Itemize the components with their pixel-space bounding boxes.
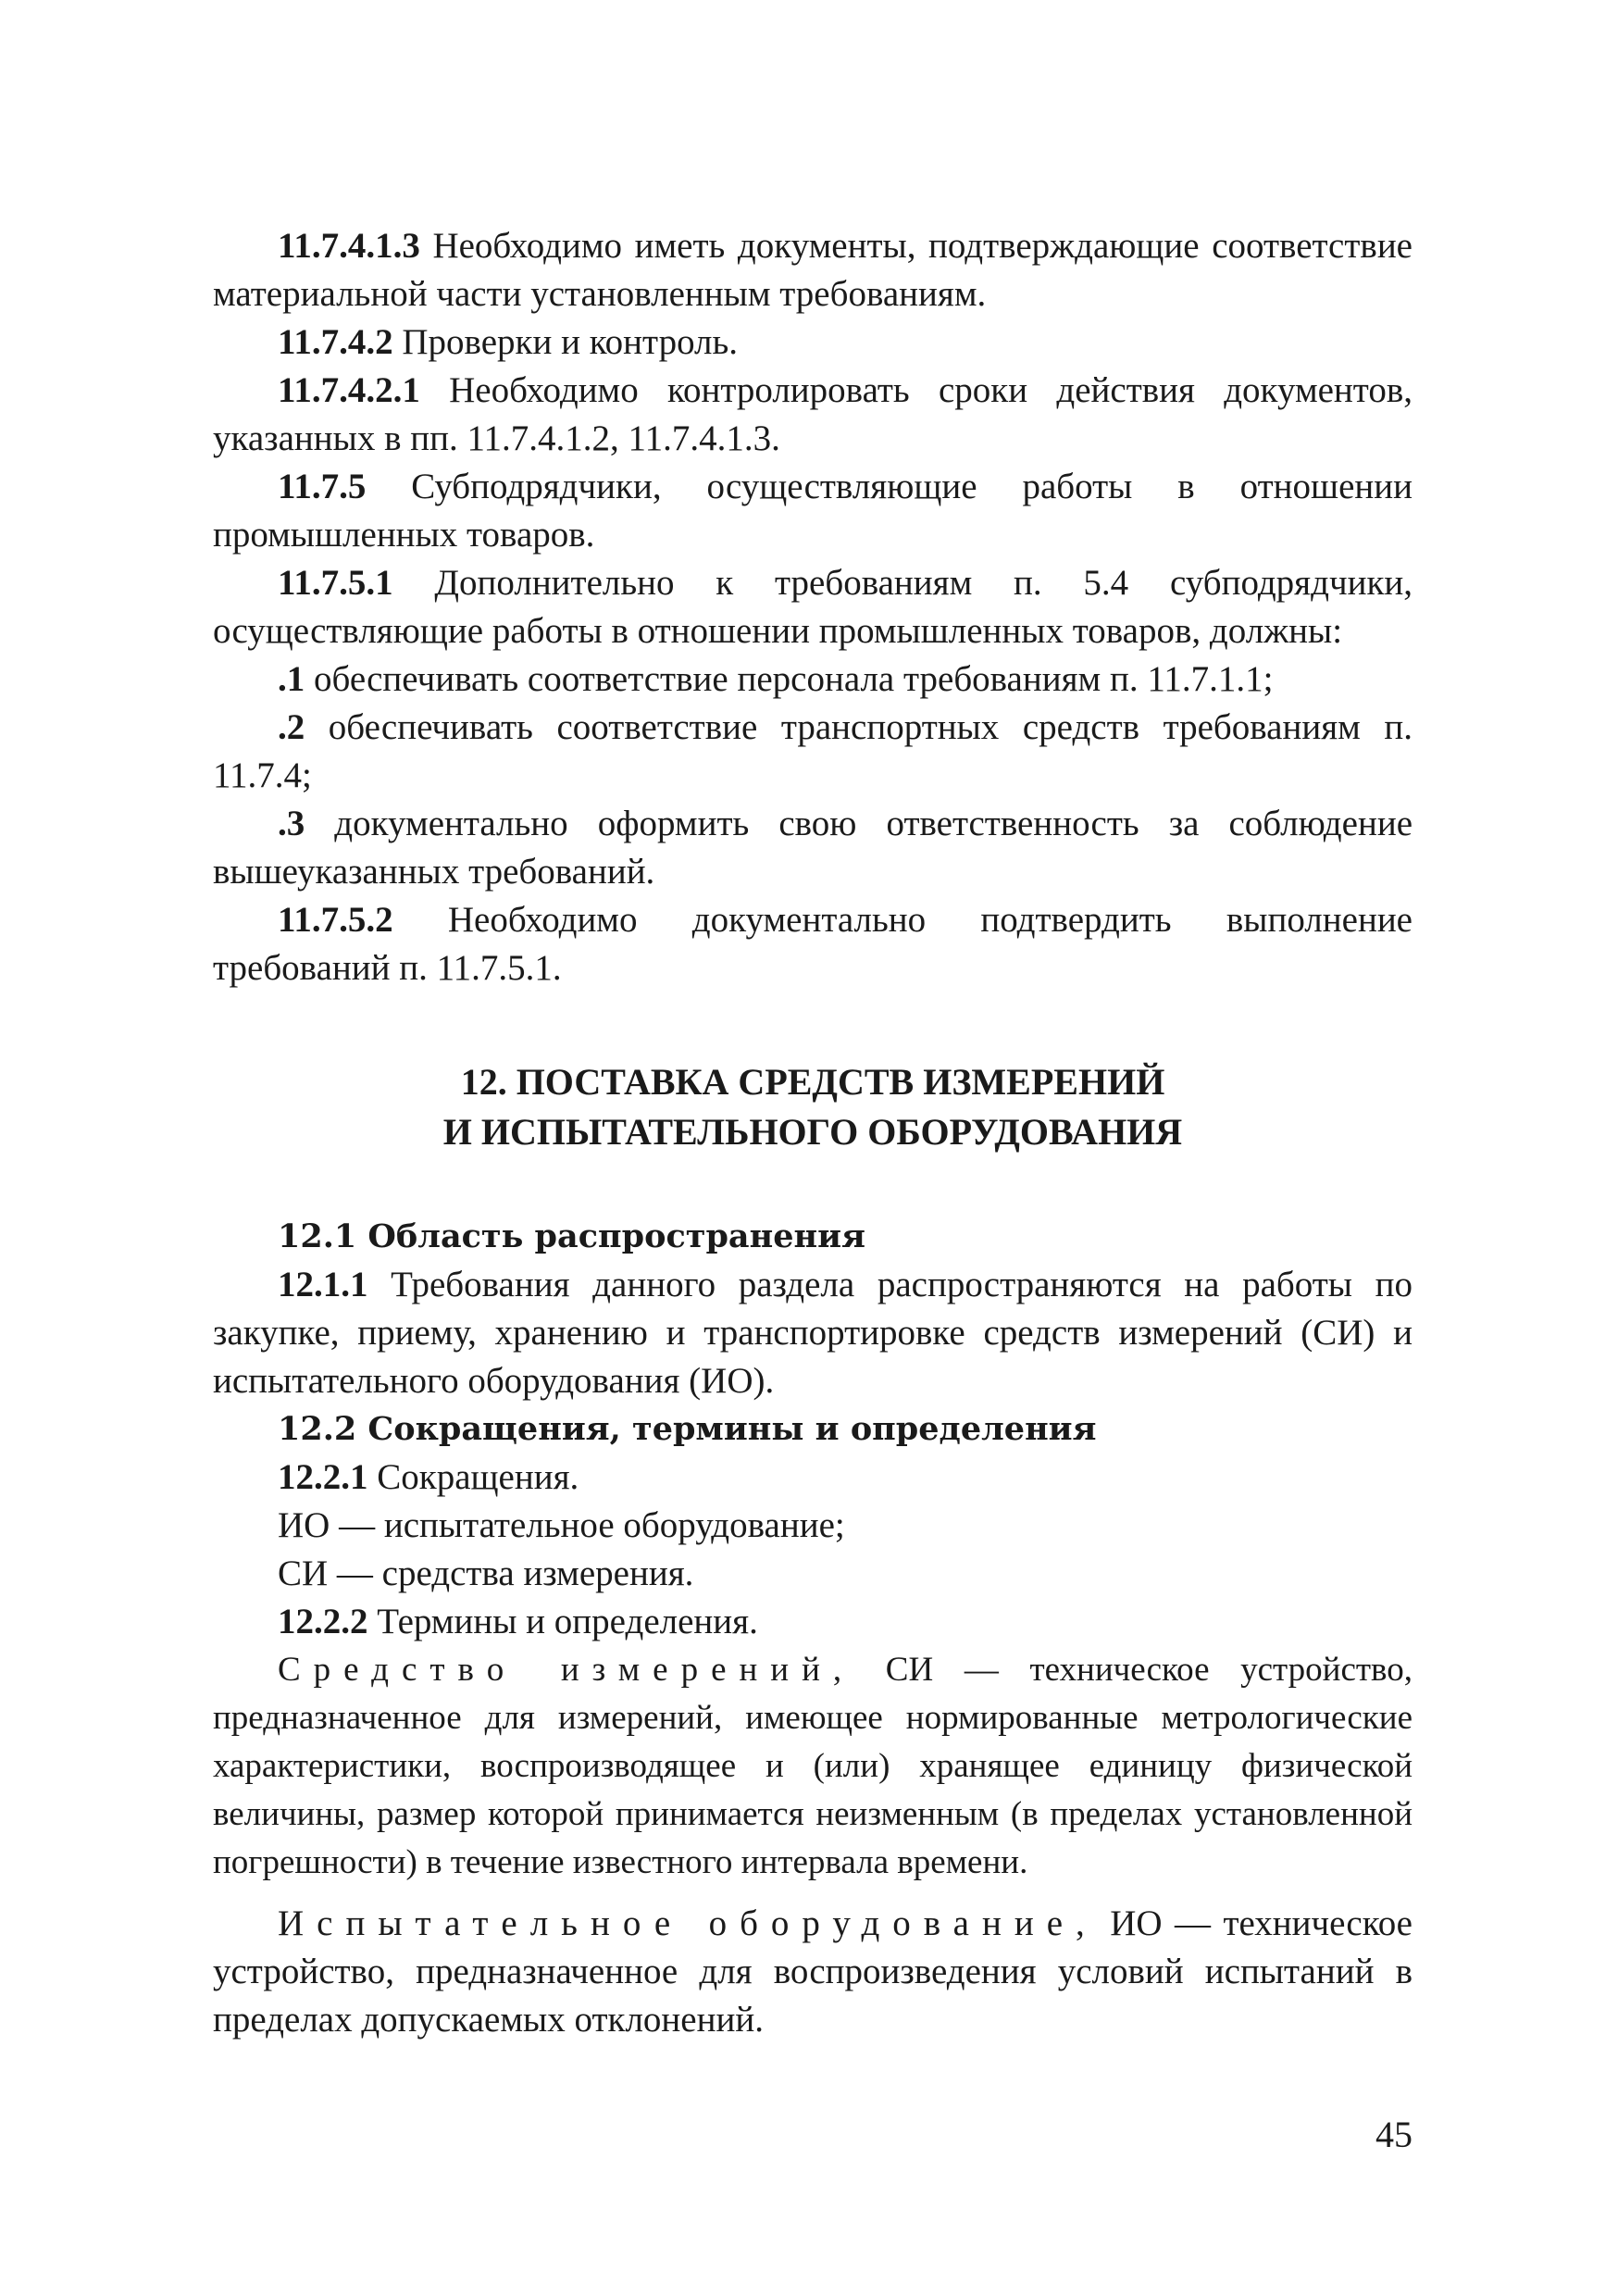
clause-number: 12.2.2: [278, 1602, 368, 1641]
definition-text: — техническое устройство, предназначенное для измерений, имеющее нормированные метрологические характеристики, воспроизводящее и (или) хранящее единицу физической величины, размер которой принимается неизменным (в пределах установленной погрешности) в течение известного интервала времени.: [213, 1651, 1413, 1881]
clause-number: 11.7.4.1.3: [278, 226, 420, 266]
clause-number: 11.7.5: [278, 467, 367, 506]
paragraph-11-7-5-1: [213, 559, 1413, 655]
clause-number: 11.7.4.2.1: [278, 370, 420, 410]
section-title: [213, 1057, 1413, 1157]
clause-text: Требования данного раздела распространяются на работы по закупке, приему, хранению и транспортировке средств измерений (СИ) и испытательного оборудования (ИО).: [213, 1265, 1413, 1401]
definition-test-equipment: [213, 1900, 1413, 2044]
subsection-heading-12-2: 12.2 Сокращения, термины и определения: [278, 1410, 1097, 1448]
list-item-1: [213, 655, 1413, 704]
clause-text: Проверки и контроль.: [402, 322, 739, 362]
definition-measuring-instrument: [213, 1646, 1413, 1887]
list-item-number: .1: [278, 659, 305, 699]
clause-number: 11.7.4.2: [278, 322, 393, 362]
clause-number: 11.7.5.1: [278, 563, 393, 603]
clause-text: Необходимо контролировать сроки действия документов, указанных в пп. 11.7.4.1.2, 11.7.4.1.3.: [213, 370, 1413, 458]
list-item-2: [213, 704, 1413, 800]
clause-text: Дополнительно к требованиям п. 5.4 субподрядчики, осуществляющие работы в отношении промышленных товаров, должны:: [213, 563, 1413, 651]
clause-text: Сокращения.: [377, 1457, 579, 1497]
list-item-text: документально оформить свою ответственность за соблюдение вышеуказанных требований.: [213, 804, 1413, 892]
definition-abbreviation: ИО: [1110, 1903, 1163, 1943]
abbreviation-si: СИ — средства измерения.: [278, 1554, 694, 1593]
definition-text: — техническое устройство, предназначенное для воспроизведения условий испытаний в пределах допускаемых отклонений.: [213, 1903, 1413, 2040]
paragraph-11-7-5-2: [213, 896, 1413, 992]
definition-abbreviation: СИ: [885, 1651, 934, 1689]
subsection-heading-12-1: 12.1 Область распространения: [278, 1217, 865, 1255]
paragraph-12-1-1: [213, 1261, 1413, 1405]
paragraph-11-7-5: [213, 463, 1413, 559]
paragraph-12-2-2: [213, 1598, 1413, 1646]
section-title-line-2: И ИСПЫТАТЕЛЬНОГО ОБОРУДОВАНИЯ: [442, 1111, 1183, 1153]
paragraph-12-2-1: [213, 1454, 1413, 1502]
clause-text: Необходимо иметь документы, подтверждающие соответствие материальной части установленным требованиям.: [213, 226, 1413, 314]
list-item-text: обеспечивать соответствие транспортных средств требованиям п. 11.7.4;: [213, 707, 1413, 795]
list-item-text: обеспечивать соответствие персонала требованиям п. 11.7.1.1;: [314, 659, 1274, 699]
page-number: 45: [1375, 2114, 1413, 2155]
clause-number: 12.2.1: [278, 1457, 368, 1497]
abbreviation-io: ИО — испытательное оборудование;: [278, 1505, 845, 1545]
clause-text: Субподрядчики, осуществляющие работы в отношении промышленных товаров.: [213, 467, 1413, 555]
document-page: [213, 222, 1413, 2044]
section-title-line-1: 12. ПОСТАВКА СРЕДСТВ ИЗМЕРЕНИЙ: [460, 1061, 1165, 1103]
list-item-number: .2: [278, 707, 305, 747]
paragraph-11-7-4-1-3: [213, 222, 1413, 318]
clause-number: 11.7.5.2: [278, 900, 393, 940]
paragraph-11-7-4-2-1: [213, 367, 1413, 463]
clause-number: 12.1.1: [278, 1265, 368, 1304]
clause-text: Термины и определения.: [377, 1602, 758, 1641]
paragraph-11-7-4-2: [213, 318, 1413, 367]
list-item-3: [213, 800, 1413, 896]
definition-term: Испытательное оборудование,: [278, 1903, 1098, 1943]
definition-term: Средство измерений,: [278, 1651, 855, 1689]
list-item-number: .3: [278, 804, 305, 843]
clause-text: Необходимо документально подтвердить выполнение требований п. 11.7.5.1.: [213, 900, 1413, 988]
